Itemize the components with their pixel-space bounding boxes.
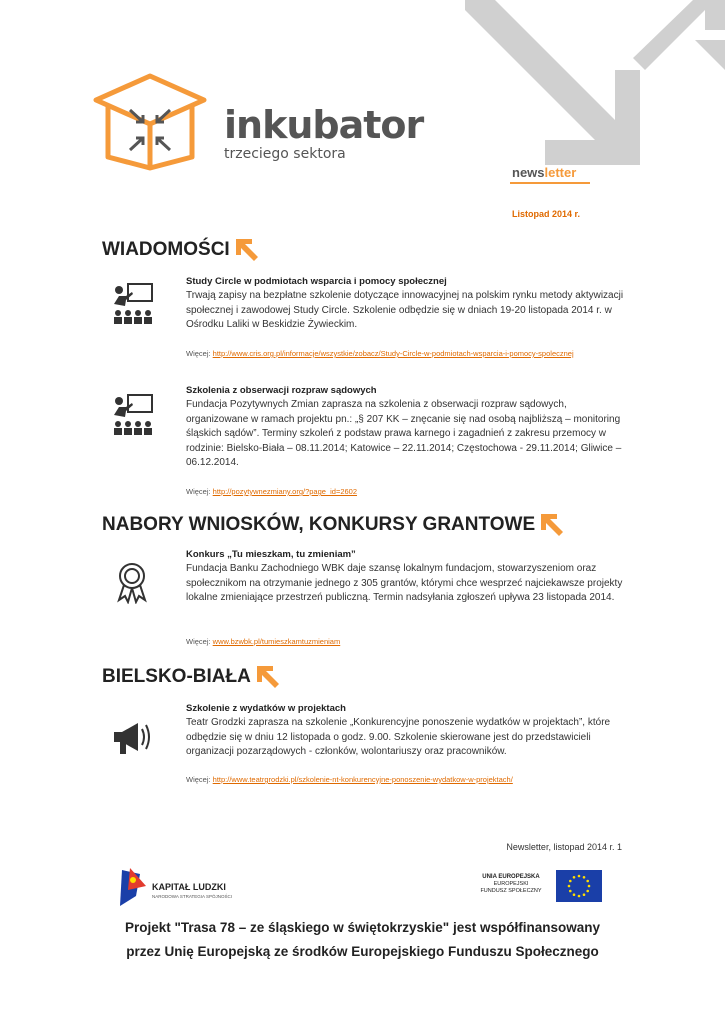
badge-underline (510, 182, 590, 184)
more-link[interactable]: http://www.teatrgrodzki.pl/szkolenie-nt-konkurencyjne-ponoszenie-wydatkow-w-projektach/ (212, 775, 513, 784)
badge-news: news (512, 165, 545, 180)
orange-arrow-icon (539, 512, 565, 538)
eu-line1: EUROPEJSKI (493, 881, 529, 887)
section-title-text: WIADOMOŚCI (102, 239, 230, 260)
more-line (186, 637, 626, 647)
kapital-ludzki-title: KAPITAŁ LUDZKI (152, 882, 226, 892)
more-line (186, 775, 626, 785)
news-item (186, 549, 626, 606)
project-funding-line-1: Projekt "Trasa 78 – ze śląskiego w świętokrzyskie" jest współfinansowany (124, 920, 600, 935)
logo-subtitle: trzeciego sektora (224, 146, 346, 162)
newsletter-badge (512, 165, 576, 180)
more-line (186, 349, 626, 359)
news-item (186, 385, 626, 471)
megaphone-icon (110, 715, 154, 759)
item-body: Trwają zapisy na bezpłatne szkolenie dotyczące innowacyjnej na polskim rynku metody aktywizacji społecznej i zawodowej Study Circle. Szkolenie odbędzie się w dniach 19-20 listopada 2014 r. w Ośrodku Laliki w Beskidzie Żywieckim. (186, 290, 624, 330)
item-body: Teatr Grodzki zaprasza na szkolenie „Konkurencyjne ponoszenie wydatków w projektach”, które odbędzie się w dniu 12 listopada o godz. 9.00. Szkolenie skierowane jest do przedstawicieli organizacji pozarządowych - członków, wolontariuszy oraz pracowników. (186, 717, 611, 757)
section-title-text: NABORY WNIOSKÓW, KONKURSY GRANTOWE (102, 514, 536, 535)
issue-date: Listopad 2014 r. (511, 209, 580, 219)
kapital-ludzki-subtitle: NARODOWA STRATEGIA SPÓJNOŚCI (152, 894, 233, 899)
section-title-text: BIELSKO-BIAŁA (102, 666, 251, 687)
news-item (186, 703, 626, 760)
section-title-wiadomosci (102, 237, 260, 263)
award-ribbon-icon (110, 560, 154, 604)
eu-logo-text (476, 874, 546, 895)
logo-wordmark: inkubator (224, 103, 424, 147)
more-label: Więcej: (186, 349, 213, 358)
more-label: Więcej: (186, 775, 213, 784)
more-line (186, 487, 626, 497)
orange-arrow-icon (234, 237, 260, 263)
eu-line2: FUNDUSZ SPOŁECZNY (480, 888, 542, 894)
eu-flag-icon (556, 870, 602, 902)
badge-letter: letter (544, 165, 577, 180)
eu-title: UNIA EUROPEJSKA (482, 874, 540, 880)
item-body: Fundacja Pozytywnych Zmian zaprasza na szkolenia z obserwacji rozpraw sądowych, organizowane w ramach projektu pn.: „§ 207 KK – znęcanie się nad osobą najbliższą – monitoring śląskich sądów”. Terminy szkoleń z podstaw prawa karnego i zagadnień z zakresu przemocy w rodzinie: Bielsko-Biała – 08.11.2014; Katowice – 22.11.2014; Częstochowa - 29.11.2014; Gliwice – 06.12.2014. (186, 399, 622, 468)
item-title: Szkolenie z wydatków w projektach (186, 703, 346, 714)
page-footer: Newsletter, listopad 2014 r. 1 (506, 842, 622, 852)
presentation-icon (110, 282, 154, 326)
item-body: Fundacja Banku Zachodniego WBK daje szansę lokalnym fundacjom, stowarzyszeniom oraz społecznikom na otrzymanie jednego z 305 grantów, którymi chce wesprzeć najciekawsze projekty lokalne zmieniające przestrzeń publiczną. Termin nadsyłania zgłoszeń upływa 23 listopada 2014. (186, 563, 623, 603)
section-title-bielsko (102, 664, 281, 690)
news-item (186, 276, 626, 333)
more-link[interactable]: www.bzwbk.pl/tumieszkamtuzmieniam (212, 637, 341, 646)
project-funding-line-2: przez Unię Europejską ze środków Europejskiego Funduszu Społecznego (126, 944, 599, 959)
background-arrows-graphic (405, 0, 725, 170)
presentation-icon (110, 393, 154, 437)
item-title: Konkurs „Tu mieszkam, tu zmieniam” (186, 549, 356, 560)
more-label: Więcej: (186, 487, 213, 496)
more-link[interactable]: http://pozytywnezmiany.org/?page_id=2602 (212, 487, 358, 496)
section-title-nabory (102, 512, 565, 538)
item-title: Study Circle w podmiotach wsparcia i pomocy społecznej (186, 276, 447, 287)
more-label: Więcej: (186, 637, 213, 646)
more-link[interactable]: http://www.cris.org.pl/informacje/wszystkie/zobacz/Study-Circle-w-podmiotach-wsparcia-i-pomocy-spolecznej (212, 349, 574, 358)
orange-arrow-icon (255, 664, 281, 690)
item-title: Szkolenia z obserwacji rozpraw sądowych (186, 385, 377, 396)
